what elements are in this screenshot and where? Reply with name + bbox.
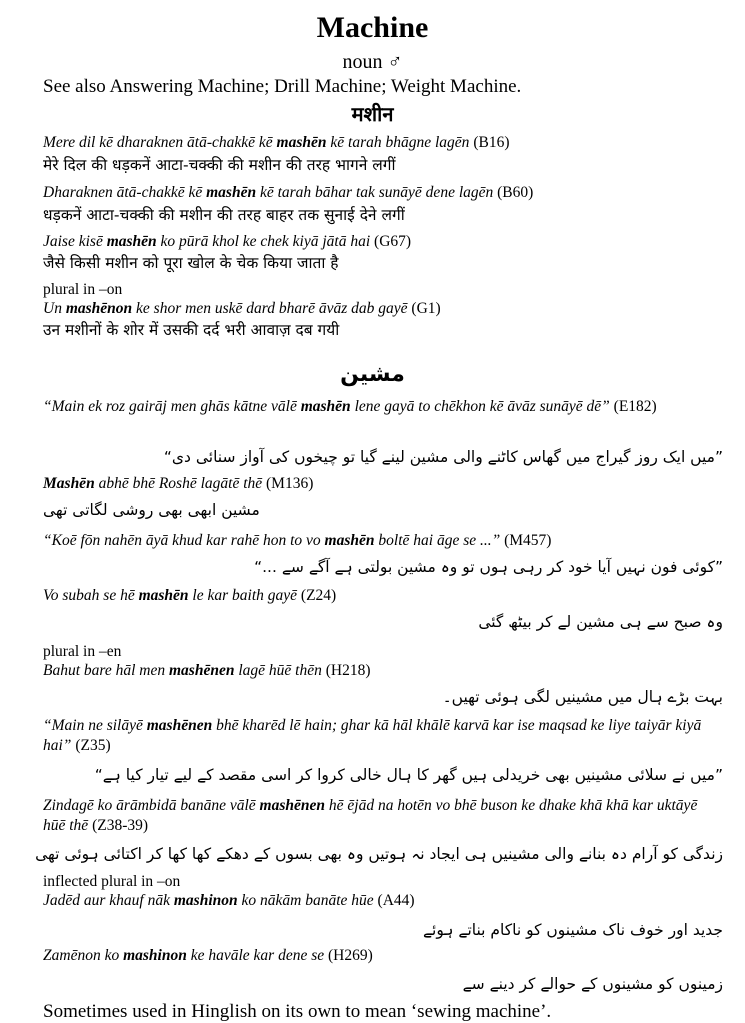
example-urdu: جدید اور خوف ناک مشینوں کو ناکام بناتے ہوئے [422, 921, 723, 939]
example-urdu: ”میں نے سلائی مشینیں بھی خریدلی ہیں گھر کا ہال خالی کروا کر اسی مقصد کے لیے تیار کیا ہے“ [94, 766, 723, 784]
usage-note: Sometimes used in Hinglish on its own to mean ‘sewing machine’. [43, 1001, 552, 1022]
example-roman: Zamēnon ko mashinon ke havāle kar dene se (H269) [43, 947, 373, 964]
example-urdu: زندگی کو آرام دہ بنانے والی مشینیں ہی ایجاد نہ ہوتیں وہ بھی بسوں کے دھکے کھا کھا کر اکتائی ہوئی تھی [35, 845, 723, 863]
headword: Machine [316, 11, 429, 44]
example-roman: “Main ne silāyē mashēnen bhē kharēd lē hain; ghar kā hāl khālē karvā kar ise maqsad ke liye taiyār kiyā hai” (Z35) [43, 717, 702, 754]
devanagari-title: मशीन [351, 102, 394, 126]
see-also: See also Answering Machine; Drill Machine; Weight Machine. [43, 76, 522, 97]
example-urdu: ”میں ایک روز گیراج میں گھاس کاٹنے والی مشین لینے گیا تو چیخوں کی آواز سنائی دی“ [163, 448, 723, 466]
part-of-speech: noun ♂ [342, 51, 403, 73]
example-urdu: ”کوئی فون نہیں آیا خود کر رہی ہوں تو وہ مشین بولتی ہے آگے سے ...“ [254, 558, 723, 576]
example-roman: “Main ek roz gairāj men ghās kātne vālē mashēn lene gayā to chēkhon kē āvāz sunāyē dē” (E182) [43, 398, 657, 415]
example-roman: Jadēd aur khauf nāk mashinon ko nākām banāte hūe (A44) [43, 892, 415, 909]
plural-label: plural in –en [43, 643, 122, 660]
example-roman: Mere dil kē dharaknen ātā-chakkē kē mashēn kē tarah bhāgne lagēn (B16) [43, 134, 510, 151]
example-devanagari: धड़कनें आटा-चक्की की मशीन की तरह बाहर तक सुनाई देने लगीं [43, 206, 405, 224]
urdu-title: مشین [340, 362, 405, 387]
example-urdu: مشین ابھی بھی روشی لگاتی تھی [43, 501, 260, 519]
example-urdu: بہت بڑے ہال میں مشینیں لگی ہوئی تھیں۔ [442, 688, 723, 706]
example-urdu: وہ صبح سے ہی مشین لے کر بیٹھ گئی [478, 613, 723, 631]
example-roman: Dharaknen ātā-chakkē kē mashēn kē tarah bāhar tak sunāyē dene lagēn (B60) [43, 184, 534, 201]
example-roman: Bahut bare hāl men mashēnen lagē hūē thēn (H218) [43, 662, 371, 679]
example-urdu: زمینوں کو مشینوں کے حوالے کر دینے سے [462, 975, 723, 993]
example-devanagari: जैसे किसी मशीन को पूरा खोल के चेक किया जाता है [43, 254, 339, 272]
example-devanagari: मेरे दिल की धड़कनें आटा-चक्की की मशीन की तरह भागने लगीं [43, 156, 396, 174]
example-roman: Un mashēnon ke shor men uskē dard bharē āvāz dab gayē (G1) [43, 300, 441, 317]
example-roman: “Koē fōn nahēn āyā khud kar rahē hon to vo mashēn boltē hai āge se ...” (M457) [43, 532, 552, 549]
example-roman: Jaise kisē mashēn ko pūrā khol ke chek kiyā jātā hai (G67) [43, 233, 412, 250]
example-roman: Zindagē ko ārāmbidā banāne vālē mashēnen hē ējād na hotēn vo bhē buson ke dhake khā khā kar uktāyē hūē thē (Z38-39) [43, 797, 698, 834]
example-roman: Vo subah se hē mashēn le kar baith gayē (Z24) [43, 587, 337, 604]
plural-label: plural in –on [43, 281, 123, 298]
example-devanagari: उन मशीनों के शोर में उसकी दर्द भरी आवाज़ दब गयी [43, 321, 340, 339]
example-roman: Mashēn abhē bhē Roshē lagātē thē (M136) [43, 475, 314, 492]
inflected-plural-label: inflected plural in –on [43, 873, 181, 890]
